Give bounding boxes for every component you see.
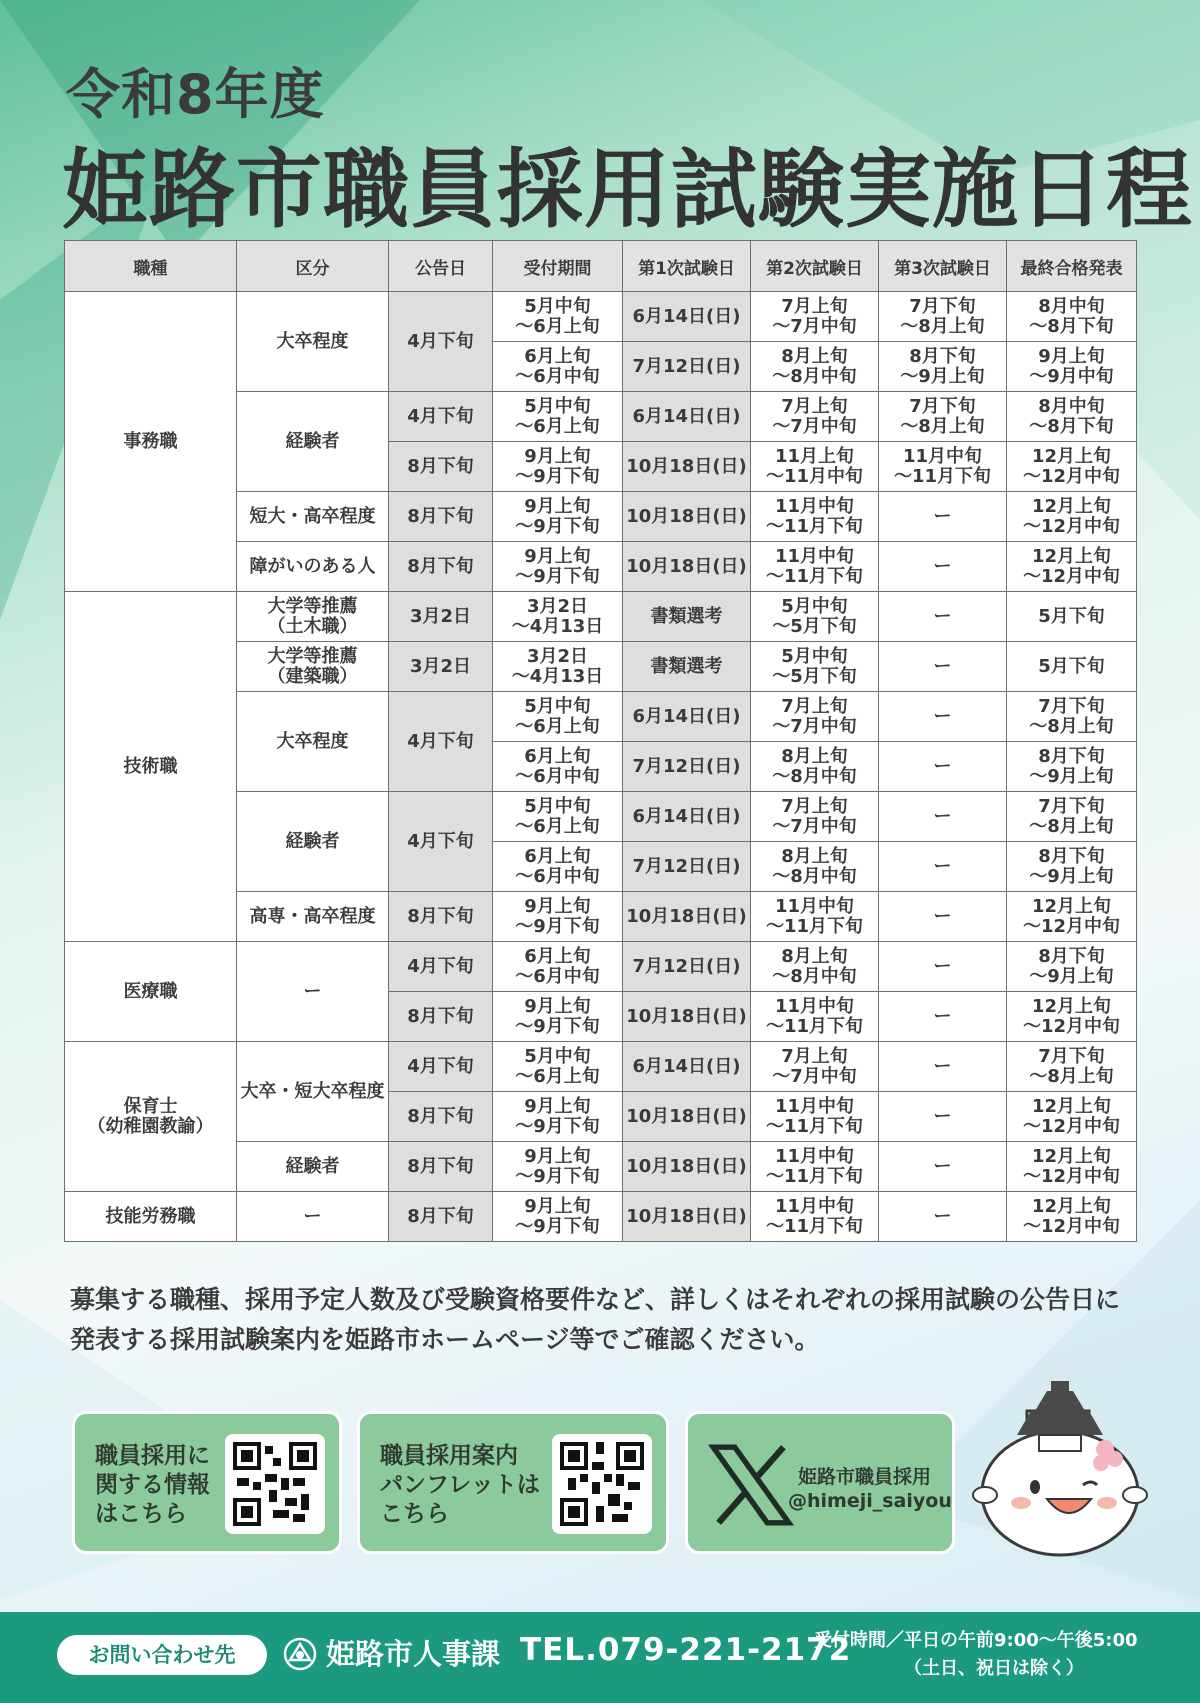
exam1-cell: 10月18日(日)	[623, 992, 751, 1042]
reception-cell: 6月上旬 ～6月中旬	[493, 342, 623, 392]
exam1-cell: 6月14日(日)	[623, 1042, 751, 1092]
exam2-cell: 7月上旬 ～7月中旬	[751, 692, 879, 742]
exam1-cell: 10月18日(日)	[623, 1192, 751, 1242]
reception-cell: 6月上旬 ～6月中旬	[493, 742, 623, 792]
exam2-cell: 8月上旬 ～8月中旬	[751, 842, 879, 892]
exam3-cell: ー	[879, 492, 1007, 542]
exam3-cell: ー	[879, 742, 1007, 792]
exam2-cell: 11月中旬 ～11月下旬	[751, 492, 879, 542]
exam2-cell: 11月中旬 ～11月下旬	[751, 892, 879, 942]
pamphlet-card[interactable]	[357, 1411, 669, 1554]
x-account-handle[interactable]: @himeji_saiyou	[788, 1490, 952, 1512]
reception-cell: 6月上旬 ～6月中旬	[493, 842, 623, 892]
qr-code-icon[interactable]	[552, 1434, 652, 1534]
announce-cell: 4月下旬	[389, 692, 493, 792]
reception-cell: 9月上旬 ～9月下旬	[493, 892, 623, 942]
final-cell: 8月下旬 ～9月上旬	[1007, 942, 1137, 992]
category-cell: 大学等推薦 （建築職）	[237, 642, 389, 692]
category-cell: 障がいのある人	[237, 542, 389, 592]
city-emblem-icon	[282, 1636, 318, 1672]
reception-cell: 9月上旬 ～9月下旬	[493, 542, 623, 592]
exam3-cell: ー	[879, 692, 1007, 742]
reception-cell: 9月上旬 ～9月下旬	[493, 992, 623, 1042]
header-exam1: 第1次試験日	[623, 241, 751, 292]
exam3-cell: ー	[879, 792, 1007, 842]
job-cell: 保育士 （幼稚園教諭）	[65, 1042, 237, 1192]
year-heading: 令和8年度	[66, 63, 325, 126]
exam2-cell: 5月中旬 ～5月下旬	[751, 642, 879, 692]
exam3-cell: ー	[879, 942, 1007, 992]
exam1-cell: 6月14日(日)	[623, 392, 751, 442]
exam3-cell: ー	[879, 1092, 1007, 1142]
announce-cell: 4月下旬	[389, 1042, 493, 1092]
category-cell: 経験者	[237, 392, 389, 492]
exam1-cell: 書類選考	[623, 642, 751, 692]
category-cell: ー	[237, 942, 389, 1042]
announce-cell: 4月下旬	[389, 292, 493, 392]
header-final: 最終合格発表	[1007, 241, 1137, 292]
job-cell: 事務職	[65, 292, 237, 592]
exam2-cell: 8月上旬 ～8月中旬	[751, 742, 879, 792]
exam2-cell: 7月上旬 ～7月中旬	[751, 1042, 879, 1092]
category-cell: 大卒・短大卒程度	[237, 1042, 389, 1142]
table-row	[65, 592, 1137, 642]
final-cell: 5月下旬	[1007, 592, 1137, 642]
reception-cell: 9月上旬 ～9月下旬	[493, 1142, 623, 1192]
exam3-cell: ー	[879, 642, 1007, 692]
info-card[interactable]	[72, 1411, 342, 1554]
job-cell: 技術職	[65, 592, 237, 942]
header-announce: 公告日	[389, 241, 493, 292]
final-cell: 8月中旬 ～8月下旬	[1007, 392, 1137, 442]
footer-bar	[0, 1612, 1200, 1703]
exam3-cell: ー	[879, 892, 1007, 942]
exam2-cell: 11月中旬 ～11月下旬	[751, 1192, 879, 1242]
exam2-cell: 11月中旬 ～11月下旬	[751, 1092, 879, 1142]
exam1-cell: 7月12日(日)	[623, 842, 751, 892]
job-cell: 技能労務職	[65, 1192, 237, 1242]
mascot-character-icon	[965, 1375, 1155, 1565]
announce-cell: 8月下旬	[389, 1192, 493, 1242]
announce-cell: 8月下旬	[389, 992, 493, 1042]
exam1-cell: 7月12日(日)	[623, 742, 751, 792]
announce-cell: 8月下旬	[389, 1092, 493, 1142]
exam3-cell: ー	[879, 592, 1007, 642]
telephone-number[interactable]: TEL.079-221-2172	[520, 1632, 852, 1668]
exam2-cell: 8月上旬 ～8月中旬	[751, 942, 879, 992]
exam3-cell: 7月下旬 ～8月上旬	[879, 292, 1007, 342]
header-reception: 受付期間	[493, 241, 623, 292]
exam2-cell: 7月上旬 ～7月中旬	[751, 392, 879, 442]
category-cell: 経験者	[237, 1142, 389, 1192]
announce-cell: 8月下旬	[389, 442, 493, 492]
reception-cell: 5月中旬 ～6月上旬	[493, 292, 623, 342]
reception-cell: 9月上旬 ～9月下旬	[493, 492, 623, 542]
table-row	[65, 292, 1137, 342]
exam2-cell: 7月上旬 ～7月中旬	[751, 292, 879, 342]
final-cell: 7月下旬 ～8月上旬	[1007, 1042, 1137, 1092]
qr-code-icon[interactable]	[225, 1434, 325, 1534]
department-name	[282, 1632, 500, 1673]
category-cell: 高専・高卒程度	[237, 892, 389, 942]
reception-hours: 受付時間／平日の午前9:00～午後5:00	[814, 1630, 1138, 1651]
final-cell: 7月下旬 ～8月上旬	[1007, 692, 1137, 742]
final-cell: 5月下旬	[1007, 642, 1137, 692]
header-exam2: 第2次試験日	[751, 241, 879, 292]
final-cell: 8月下旬 ～9月上旬	[1007, 842, 1137, 892]
category-cell: 大卒程度	[237, 292, 389, 392]
info-card-text: 職員採用に 関する情報 はこちら	[95, 1443, 210, 1527]
exam1-cell: 10月18日(日)	[623, 892, 751, 942]
final-cell: 12月上旬 ～12月中旬	[1007, 542, 1137, 592]
exam1-cell: 6月14日(日)	[623, 792, 751, 842]
exam2-cell: 11月中旬 ～11月下旬	[751, 542, 879, 592]
announce-cell: 4月下旬	[389, 392, 493, 442]
table-row	[65, 1192, 1137, 1242]
exam1-cell: 10月18日(日)	[623, 442, 751, 492]
header-job: 職種	[65, 241, 237, 292]
reception-cell: 9月上旬 ～9月下旬	[493, 1092, 623, 1142]
exam3-cell: ー	[879, 1142, 1007, 1192]
x-logo-icon[interactable]	[706, 1440, 796, 1530]
reception-cell: 3月2日 ～4月13日	[493, 592, 623, 642]
notice-text: 募集する職種、採用予定人数及び受験資格要件など、詳しくはそれぞれの採用試験の公告日に発表する採用試験案内を姫路市ホームページ等でご確認ください。	[70, 1285, 1121, 1354]
reception-cell: 5月中旬 ～6月上旬	[493, 1042, 623, 1092]
x-account-name: 姫路市職員採用	[798, 1466, 932, 1488]
reception-hours-note: （土日、祝日は除く）	[904, 1658, 1084, 1679]
announce-cell: 4月下旬	[389, 942, 493, 992]
exam1-cell: 書類選考	[623, 592, 751, 642]
exam1-cell: 7月12日(日)	[623, 942, 751, 992]
department-text: 姫路市人事課	[326, 1637, 501, 1671]
final-cell: 8月中旬 ～8月下旬	[1007, 292, 1137, 342]
final-cell: 7月下旬 ～8月上旬	[1007, 792, 1137, 842]
exam3-cell: 7月下旬 ～8月上旬	[879, 392, 1007, 442]
reception-cell: 3月2日 ～4月13日	[493, 642, 623, 692]
announce-cell: 8月下旬	[389, 542, 493, 592]
final-cell: 12月上旬 ～12月中旬	[1007, 1192, 1137, 1242]
exam3-cell: ー	[879, 1192, 1007, 1242]
exam3-cell: ー	[879, 542, 1007, 592]
final-cell: 12月上旬 ～12月中旬	[1007, 992, 1137, 1042]
final-cell: 9月上旬 ～9月中旬	[1007, 342, 1137, 392]
final-cell: 12月上旬 ～12月中旬	[1007, 1092, 1137, 1142]
category-cell: 経験者	[237, 792, 389, 892]
exam1-cell: 7月12日(日)	[623, 342, 751, 392]
announce-cell: 3月2日	[389, 592, 493, 642]
announce-cell: 8月下旬	[389, 492, 493, 542]
table-header-row	[65, 241, 1137, 292]
reception-cell: 5月中旬 ～6月上旬	[493, 392, 623, 442]
exam2-cell: 11月上旬 ～11月中旬	[751, 442, 879, 492]
table-row	[65, 942, 1137, 992]
announce-cell: 8月下旬	[389, 892, 493, 942]
header-exam3: 第3次試験日	[879, 241, 1007, 292]
announce-cell: 8月下旬	[389, 1142, 493, 1192]
final-cell: 12月上旬 ～12月中旬	[1007, 892, 1137, 942]
final-cell: 12月上旬 ～12月中旬	[1007, 442, 1137, 492]
exam2-cell: 8月上旬 ～8月中旬	[751, 342, 879, 392]
reception-cell: 5月中旬 ～6月上旬	[493, 692, 623, 742]
table-row	[65, 1042, 1137, 1092]
pamphlet-card-text: 職員採用案内 パンフレットは こちら	[380, 1443, 540, 1527]
final-cell: 12月上旬 ～12月中旬	[1007, 1142, 1137, 1192]
contact-label: お問い合わせ先	[57, 1635, 267, 1675]
page-title: 姫路市職員採用試験実施日程	[62, 140, 1193, 240]
reception-cell: 6月上旬 ～6月中旬	[493, 942, 623, 992]
exam1-cell: 6月14日(日)	[623, 692, 751, 742]
exam3-cell: ー	[879, 992, 1007, 1042]
exam2-cell: 7月上旬 ～7月中旬	[751, 792, 879, 842]
category-cell: 大卒程度	[237, 692, 389, 792]
exam1-cell: 10月18日(日)	[623, 1142, 751, 1192]
schedule-table	[64, 240, 1137, 1242]
exam3-cell: 8月下旬 ～9月上旬	[879, 342, 1007, 392]
final-cell: 8月下旬 ～9月上旬	[1007, 742, 1137, 792]
exam3-cell: ー	[879, 1042, 1007, 1092]
exam1-cell: 10月18日(日)	[623, 542, 751, 592]
reception-cell: 5月中旬 ～6月上旬	[493, 792, 623, 842]
exam2-cell: 5月中旬 ～5月下旬	[751, 592, 879, 642]
exam3-cell: 11月中旬 ～11月下旬	[879, 442, 1007, 492]
header-category: 区分	[237, 241, 389, 292]
exam1-cell: 10月18日(日)	[623, 492, 751, 542]
exam2-cell: 11月中旬 ～11月下旬	[751, 992, 879, 1042]
exam1-cell: 10月18日(日)	[623, 1092, 751, 1142]
exam2-cell: 11月中旬 ～11月下旬	[751, 1142, 879, 1192]
final-cell: 12月上旬 ～12月中旬	[1007, 492, 1137, 542]
x-account-card[interactable]	[685, 1411, 955, 1554]
category-cell: 大学等推薦 （土木職）	[237, 592, 389, 642]
exam3-cell: ー	[879, 842, 1007, 892]
job-cell: 医療職	[65, 942, 237, 1042]
announce-cell: 3月2日	[389, 642, 493, 692]
exam1-cell: 6月14日(日)	[623, 292, 751, 342]
category-cell: 短大・高卒程度	[237, 492, 389, 542]
reception-cell: 9月上旬 ～9月下旬	[493, 1192, 623, 1242]
reception-cell: 9月上旬 ～9月下旬	[493, 442, 623, 492]
category-cell: ー	[237, 1192, 389, 1242]
announce-cell: 4月下旬	[389, 792, 493, 892]
